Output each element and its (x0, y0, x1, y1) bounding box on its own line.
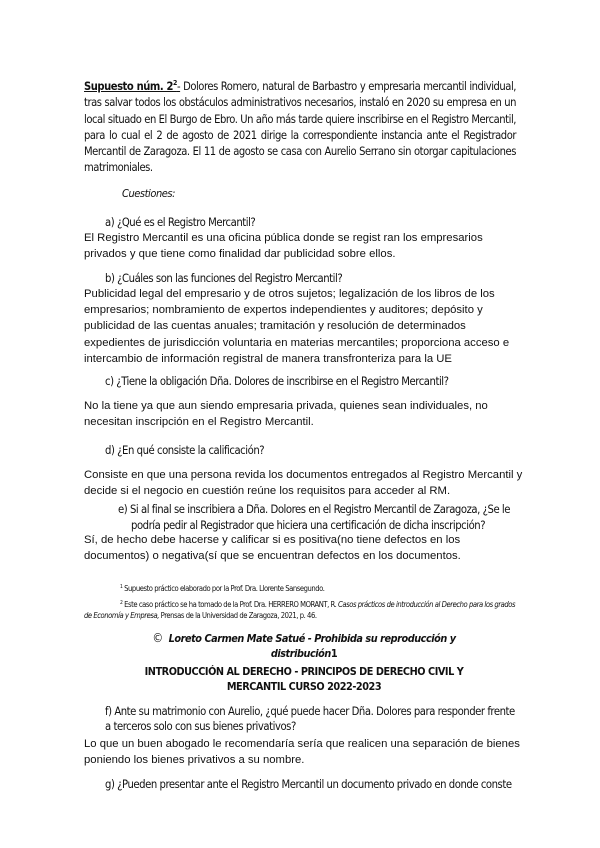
question-b: b) ¿Cuáles son las funciones del Registro Mercantil? (105, 272, 343, 285)
copyright-line1: © Loreto Carmen Mate Satué - Prohibida su reproducción y (152, 631, 456, 645)
answer-b: Publicidad legal del empresario y de otros sujetos; legalización de los libros de los empresarios; nombramiento de expertos independientes y auditores; depósito y publicidad de las cuentas anuales; tramitación y resolución de determinados expedientes de jurisdicción voluntaria en materias mercantiles; proporciona acceso e intercambio de información registral de manera transfronteriza para la UE (84, 288, 510, 365)
answer-a: El Registro Mercantil es una oficina pública donde se regist ran los empresarios privados y que tiene como finalidad dar publicidad sobre ellos. (84, 232, 483, 261)
copyright-icon: © (152, 631, 163, 645)
question-e-line2: podría pedir al Registrador que hiciera una certificación de dicha inscripción? (131, 519, 486, 532)
answer-d: Consiste en que una persona revida los documentos entregados al Registro Mercantil y decide si el negocio en cuestión reúne los requisitos para acceder al RM. (84, 469, 523, 498)
footnote-1: $^1$ Supuesto práctico elaborado por la Prof. Dra. Llorente Sansegundo. (120, 584, 325, 593)
answer-c: No la tiene ya que aun siendo empresaria privada, quienes sean individuales, no necesitan inscripción en el Registro Mercantil. (84, 400, 488, 429)
question-e-line1: e) Si al final se inscribiera a Dña. Dolores en el Registro Mercantil de Zaragoza, ¿Se le (118, 503, 511, 516)
question-a: a) ¿Qué es el Registro Mercantil? (105, 216, 256, 229)
footnote-ref-2: 2 (173, 79, 177, 87)
question-f: f) Ante su matrimonio con Aurelio, ¿qué puede hacer Dña. Dolores para responder frente a terceros solo con sus bienes privativos? (105, 705, 515, 733)
course-title-line2: MERCANTIL CURSO 2022-2023 (226, 680, 382, 693)
footnote-2: $^2$ Este caso práctico se ha tomado de la Prof. Dra. HERRERO MORANT, R. Casos prácticos de introducción al Derecho para los grados de Economía y Empresa, Prensas de la Universidad de Zaragoza, 2021, p. 46. (84, 600, 516, 620)
question-c: c) ¿Tiene la obligación Dña. Dolores de inscribirse en el Registro Mercantil? (105, 375, 449, 388)
questions-heading: Cuestiones: (122, 187, 176, 200)
copyright-line2: distribución1 (270, 647, 338, 660)
case-statement (84, 79, 516, 177)
question-d: d) ¿En qué consiste la calificación? (105, 444, 265, 457)
case-dash: - (176, 80, 181, 93)
answer-e: Sí, de hecho debe hacerse y calificar si es positiva(no tiene defectos en los documentos) o negativa(sí que se encuentran defectos en los documentos. (84, 534, 461, 563)
case-text: Dolores Romero, natural de Barbastro y empresaria mercantil individual, tras salvar todos los obstáculos administrativos necesarios, instaló en 2020 su empresa en un local situado en El Burgo de Ebro. Un año más tarde quiere inscribirse en el Registro Mercantil, para lo cual el 2 de agosto de 2021 dirige la correspondiente instancia ante el Registrador Mercantil de Zaragoza. El 11 de agosto se casa con Aurelio Serrano sin otorgar capitulaciones matrimoniales. (84, 80, 516, 175)
answer-f: Lo que un buen abogado le recomendaría sería que realicen una separación de bienes poniendo los bienes privativos a su nombre. (84, 738, 520, 767)
question-g: g) ¿Pueden presentar ante el Registro Mercantil un documento privado en donde conste (105, 778, 512, 791)
case-label: Supuesto núm. $2^2$ (84, 79, 177, 93)
course-title-line1: INTRODUCCIÓN AL DERECHO - PRINCIPOS DE DERECHO CIVIL Y (144, 665, 464, 678)
